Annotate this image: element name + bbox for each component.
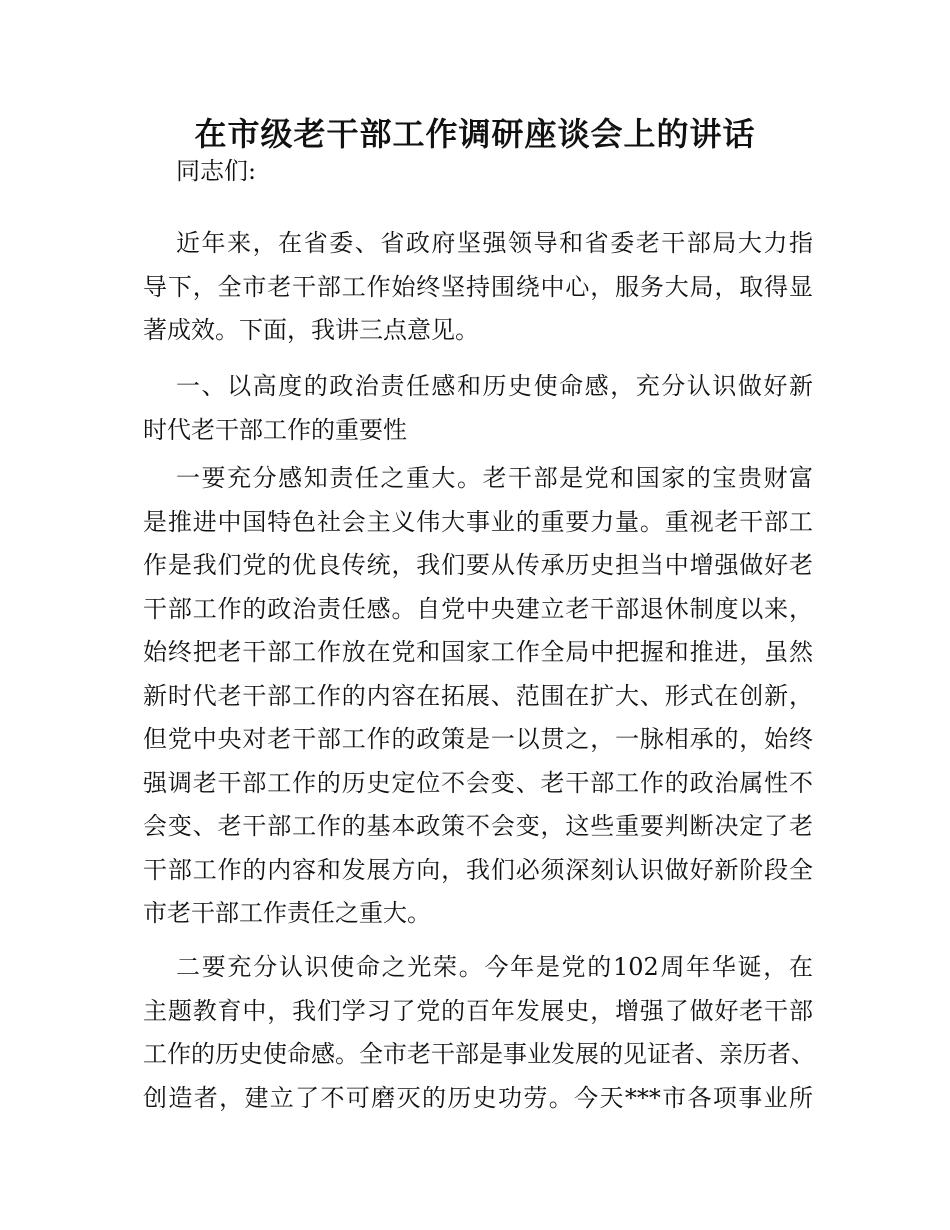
- text-line: 会变、老干部工作的基本政策不会变，这些重要判断决定了老: [143, 812, 813, 840]
- text-line: 创造者，建立了不可磨灭的历史功劳。今天***市各项事业所: [143, 1083, 813, 1112]
- text-line: 一、以高度的政治责任感和历史使命感，充分认识做好新: [176, 372, 813, 400]
- text-line: 干部工作的内容和发展方向，我们必须深刻认识做好新阶段全: [143, 855, 813, 884]
- paragraph-intro: [143, 222, 813, 353]
- salutation: [143, 150, 813, 194]
- document-title: 在市级老干部工作调研座谈会上的讲话: [194, 115, 756, 153]
- text-line: 近年来，在省委、省政府坚强领导和省委老干部局大力指: [176, 229, 813, 257]
- text-line: 是推进中国特色社会主义伟大事业的重要力量。重视老干部工: [143, 507, 813, 536]
- text-line: 但党中央对老干部工作的政策是一以贯之，一脉相承的，始终: [143, 725, 813, 753]
- text-line: 主题教育中，我们学习了党的百年发展史，增强了做好老干部: [143, 996, 813, 1025]
- salutation-line: 同志们:: [176, 157, 257, 185]
- text-line: 干部工作的政治责任感。自党中央建立老干部退休制度以来，: [143, 594, 813, 623]
- text-line: 新时代老干部工作的内容在拓展、范围在扩大、形式在创新，: [143, 681, 813, 710]
- text-line: 强调老干部工作的历史定位不会变、老干部工作的政治属性不: [143, 768, 813, 797]
- section-heading: [143, 365, 813, 452]
- text-line: 工作的历史使命感。全市老干部是事业发展的见证者、亲历者、: [143, 1040, 815, 1068]
- text-line: 作是我们党的优良传统，我们要从传承历史担当中增强做好老: [143, 551, 813, 579]
- text-line: 市老干部工作责任之重大。: [143, 899, 431, 927]
- paragraph-second-point: [143, 946, 813, 1120]
- text-line: 始终把老干部工作放在党和国家工作全局中把握和推进，虽然: [143, 638, 813, 666]
- text-line: 二要充分认识使命之光荣。今年是党的102周年华诞，在: [176, 953, 813, 981]
- text-line: 导下，全市老干部工作始终坚持围绕中心，服务大局，取得显: [143, 272, 813, 301]
- text-line: 著成效。下面，我讲三点意见。: [143, 316, 479, 344]
- text-line: 时代老干部工作的重要性: [143, 415, 407, 444]
- paragraph-first-point: [143, 457, 813, 936]
- text-line: 一要充分感知责任之重大。老干部是党和国家的宝贵财富: [176, 464, 813, 492]
